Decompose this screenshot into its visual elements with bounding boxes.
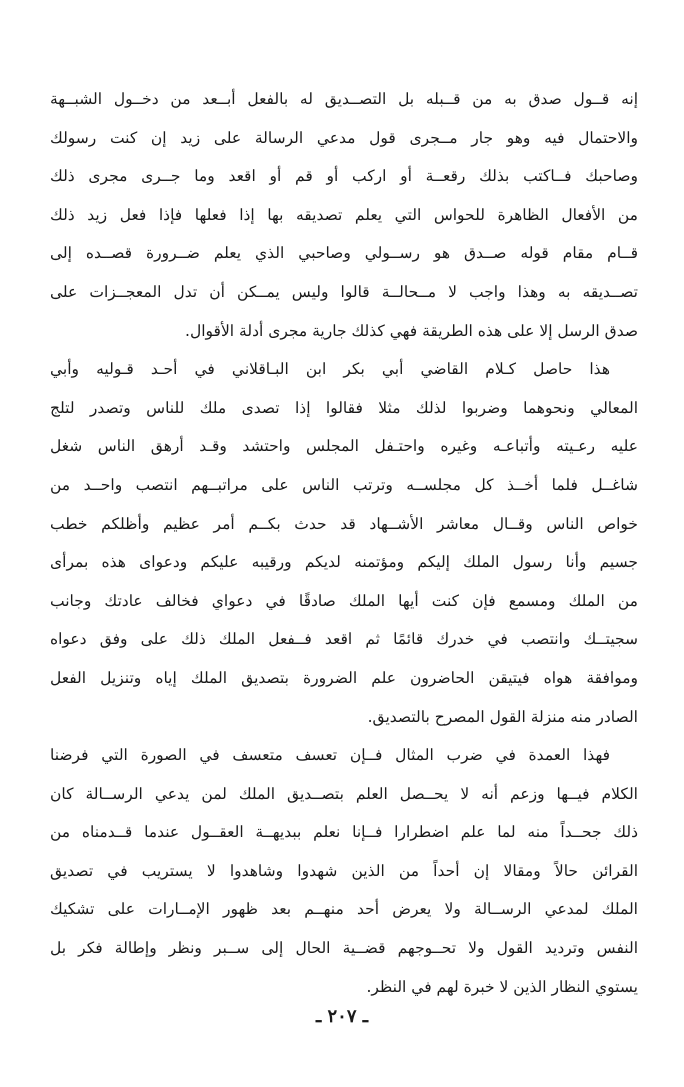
text-line: الملك لمدعي الرســالة ولا يعرض أحد منهــم بعد ظهور الإمــارات على تشكيك <box>50 900 638 919</box>
paragraph-start-line: هذا حاصل كـلام القاضي أبي بكر ابن البـاقلاني في أحـد قـوليه وأبي <box>50 360 610 379</box>
text-line: إنه قــول صدق به من قــبله بل التصــديق له بالفعل أبــعد من دخــول الشبــهة <box>50 90 638 108</box>
paragraph-end-line: يستوي النظار الذين لا خبرة لهم في النظر. <box>366 977 638 996</box>
text-line: سجيتــك وانتصب في خدرك قائمًا ثم اقعد فــفعل الملك ذلك على وفق دعواه <box>50 630 638 649</box>
text-line: الكلام فيــها وزعم أنه لا يحــصل العلم بتصــديق الملك لمن يدعي الرســالة كان <box>50 784 638 803</box>
page-number: ـ ٢٠٧ ـ <box>315 1006 369 1027</box>
text-line: وموافقة هواه فيتيقن الحاضرون علم الضرورة بتصديق الملك إياه وتنزيل الفعل <box>50 668 638 687</box>
text-line: من الملك ومسمع فإن كنت أيها الملك صادقًا في دعواي فخالف عادتك وجانب <box>50 591 638 610</box>
text-line: من الأفعال الظاهرة للحواس التي يعلم تصديقه بها إذا فعلها فإذا فعل زيد ذلك <box>50 205 638 224</box>
paragraph-end-line: صدق الرسل إلا على هذه الطريقة فهي كذلك جارية مجرى أدلة الأقوال. <box>185 321 638 340</box>
paragraph-start-line: فهذا العمدة في ضرب المثال فــإن تعسف متعسف في الصورة التي فرضنا <box>50 746 610 765</box>
text-line: تصــديقه به وهذا واجب لا مــحالــة قالوا وليس يمــكن أن تدل المعجــزات على <box>50 282 638 301</box>
text-line: عليه رعـيته وأتباعـه وغيره واحتـفل المجلس واحتشد وقـد أرهق الناس شغل <box>50 437 638 456</box>
text-line: القرائن حالاً ومقالا إن أحداً من الذين شهدوا وشاهدوا لا يستريب في تصديق <box>50 861 638 880</box>
text-line: شاغــل فلما أخــذ كل مجلســه وترتب الناس على مراتبــهم انتصب واحــد من <box>50 475 638 494</box>
paragraph-end-line: الصادر منه منزلة القول المصرح بالتصديق. <box>367 707 638 726</box>
text-line: المعالي ونحوهما وضربوا لذلك مثلا فقالوا إذا تصدى ملك للناس وتصدر لتلج <box>50 398 638 417</box>
text-line: خواص الناس وقــال معاشر الأشــهاد قد حدث بكــم أمر عظيم وأظلكم خطب <box>50 514 638 533</box>
text-line: النفس وترديد القول ولا تحــوجهم قضــية الحال إلى ســبر ونظر وإطالة فكر بل <box>50 939 638 958</box>
text-line: قــام مقام قوله صــدق هو رســولي وصاحبي الذي يعلم ضــرورة قصــده إلى <box>50 244 638 263</box>
body-text <box>50 80 638 1006</box>
text-line: جسيم وأنا رسول الملك إليكم ومؤتمنه لديكم ورقيبه عليكم ودعواى هذه بمرأى <box>50 553 638 572</box>
text-line: وصاحبك فــاكتب بذلك رقعــة أو اركب أو قم أو اقعد وما جــرى مجرى ذلك <box>50 167 638 186</box>
text-line: والاحتمال فيه وهو جار مــجرى قول مدعي الرسالة على زيد إن كنت رسولك <box>50 128 638 147</box>
text-line: ذلك جحــداً منه لما علم اضطرارا فــإنا نعلم ببديهــة العقــول عندما قــدمناه من <box>50 823 638 842</box>
